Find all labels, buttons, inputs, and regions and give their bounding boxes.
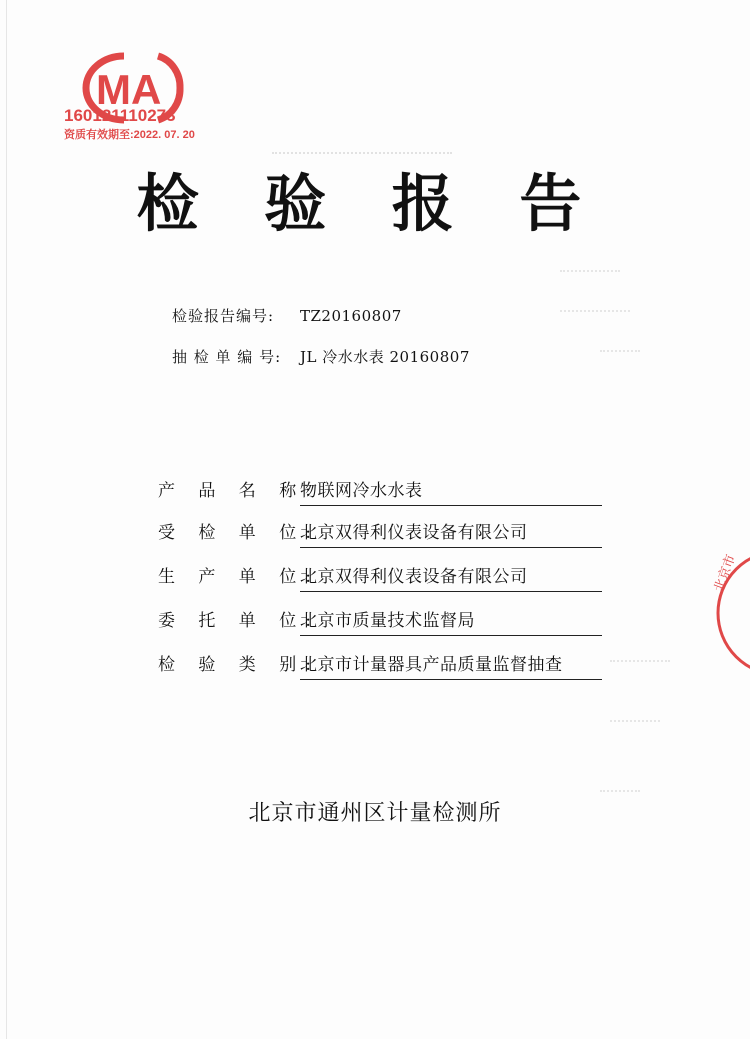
field-row-inspected-unit xyxy=(158,518,608,548)
official-seal-text: 北京市 xyxy=(711,552,740,595)
bleed-through-mark xyxy=(272,152,452,164)
report-number-row xyxy=(172,305,402,326)
field-row-commissioning-unit xyxy=(158,606,608,636)
issuing-organization: 北京市通州区计量检测所 xyxy=(248,801,502,826)
field-label: 检 验 类 别: xyxy=(158,655,320,675)
report-number-value: TZ20160807 xyxy=(300,307,402,325)
field-value: 物联网冷水水表 xyxy=(300,476,602,506)
report-number-label: 检验报告编号: xyxy=(172,307,275,325)
bleed-through-mark xyxy=(560,270,620,282)
field-value: 北京市计量器具产品质量监督抽查 xyxy=(300,650,602,680)
field-label: 受 检 单 位: xyxy=(158,523,320,543)
cma-validity: 资质有效期至:2022. 07. 20 xyxy=(64,129,195,141)
field-row-manufacturer xyxy=(158,562,608,592)
field-row-inspection-type xyxy=(158,650,608,680)
sample-number-row xyxy=(172,346,470,367)
field-value: 北京市质量技术监督局 xyxy=(300,606,602,636)
bleed-through-mark xyxy=(610,660,670,672)
official-seal-icon xyxy=(700,548,750,678)
bleed-through-mark xyxy=(600,350,640,362)
report-title: 检 验 报 告 xyxy=(136,167,604,240)
field-label: 产 品 名 称: xyxy=(158,481,320,501)
cma-number: 160121110273 xyxy=(64,106,176,125)
field-value: 北京双得利仪表设备有限公司 xyxy=(300,518,602,548)
field-row-product-name xyxy=(158,476,608,506)
field-label: 生 产 单 位: xyxy=(158,567,320,587)
bleed-through-mark xyxy=(600,790,640,802)
bleed-through-mark xyxy=(610,720,660,732)
field-label: 委 托 单 位: xyxy=(158,611,320,631)
field-value: 北京双得利仪表设备有限公司 xyxy=(300,562,602,592)
page-edge xyxy=(6,0,7,1039)
sample-number-label: 抽 检 单 编 号: xyxy=(172,348,282,366)
sample-number-value: JL 冷水水表 20160807 xyxy=(300,348,470,366)
bleed-through-mark xyxy=(560,310,630,322)
cma-logo-text: MA xyxy=(96,66,162,113)
